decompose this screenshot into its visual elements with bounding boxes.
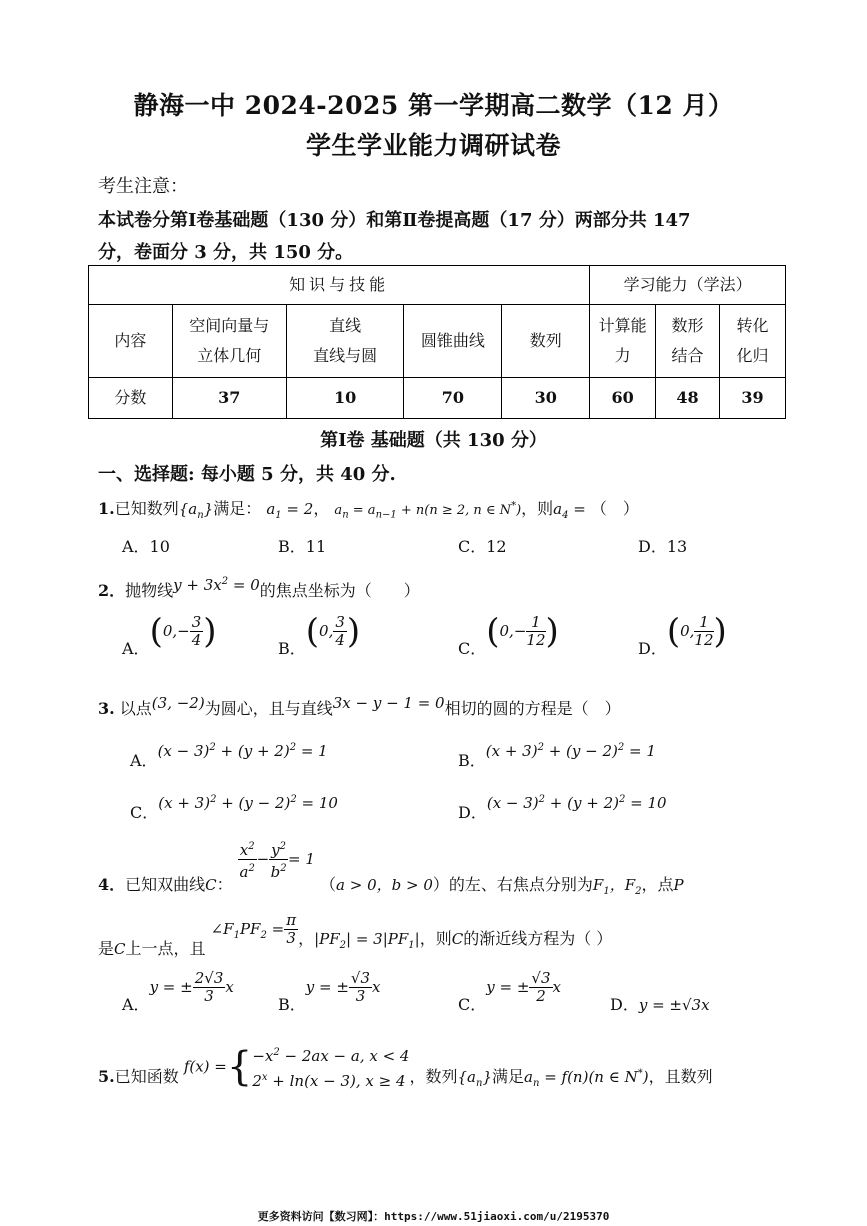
table-score-cell: 48 — [656, 378, 720, 419]
q1-option-a: A．10 — [122, 537, 170, 556]
footer-link[interactable]: 更多资料访问【数习网】：https://www.51jiaoxi.com/u/2195370 — [257, 1210, 610, 1223]
q3-option-b: B．$(x + 3)^2 + (y - 2)^2 = 1$ — [458, 742, 656, 770]
table-header-cell: 数形 结合 — [656, 305, 720, 378]
table-score-cell: 37 — [172, 378, 286, 419]
section-title: 第Ⅰ卷 基础题（共 130 分） — [320, 430, 547, 451]
score-table — [88, 265, 786, 419]
notice-line-1: 本试卷分第Ⅰ卷基础题（130 分）和第Ⅱ卷提高题（17 分）两部分共 147 — [98, 210, 691, 231]
table-score-cell: 70 — [404, 378, 502, 419]
exam-subtitle: 学生学业能力调研试卷 — [305, 131, 561, 160]
q1-option-d: D．13 — [638, 537, 688, 556]
q3-option-d: D．$(x - 3)^2 + (y + 2)^2 = 10$ — [458, 794, 667, 822]
q4-option-c: C．y = ± $\frac{√3}{2}$ x — [458, 969, 561, 1014]
q3-option-c: C．$(x + 3)^2 + (y - 2)^2 = 10$ — [130, 794, 338, 822]
q1-option-b: B．11 — [278, 537, 327, 556]
table-score-cell: 30 — [502, 378, 590, 419]
part-heading: 一、选择题: 每小题 5 分，共 40 分. — [98, 464, 396, 485]
table-row-label-content: 内容 — [89, 305, 173, 378]
q2-option-b: B．(0, $\frac{3}{4}$ ) — [278, 611, 361, 658]
table-header-cell: 空间向量与 立体几何 — [172, 305, 286, 378]
question-3: 3. 以点(3, −2)为圆心，且与直线3x − y − 1 = 0相切的圆的方程是（ ） — [98, 694, 621, 718]
q2-option-c: C．(0,− $\frac{1}{12}$ ) — [458, 611, 559, 658]
question-4-line-2: 是C上一点，且 $\angle F_1PF_2$ = $\frac{\pi}{3}$ ，$|PF_2| = 3|PF_1|$，则C的渐近线方程为（ ） — [98, 911, 613, 958]
table-score-cell: 60 — [590, 378, 656, 419]
table-score-cell: 39 — [720, 378, 786, 419]
table-header-cell: 转化 化归 — [720, 305, 786, 378]
table-group-knowledge: 知识与技能 — [89, 266, 590, 305]
q2-option-d: D．(0, $\frac{1}{12}$ ) — [638, 611, 727, 658]
q4-option-b: B．y = ± $\frac{√3}{3}$ x — [278, 969, 381, 1014]
q3-option-a: A．$(x - 3)^2 + (y + 2)^2 = 1$ — [130, 742, 328, 770]
question-1: 1.已知数列$\{a_n\}$满足： $a_1 = 2$， $a_n = a_{n-1} + n(n \ge 2$, n ∈ N*)，则$a_4$ = （ ） — [98, 499, 639, 521]
question-4-line-1: 4．已知双曲线C： $\frac{x^2}{a^2}$ − $\frac{y^2}{b^2}$ = 1 （a > 0，b > 0）的左、右焦点分别为$F_1$，$F_2$，点P — [98, 838, 684, 881]
question-2: 2．抛物线$y + 3x^2 = 0$的焦点坐标为（ ） — [98, 576, 420, 600]
notice-line-2: 分，卷面分 3 分，共 150 分。 — [98, 242, 354, 263]
q1-option-c: C．12 — [458, 537, 507, 556]
table-score-cell: 10 — [286, 378, 404, 419]
table-row-label-score: 分数 — [89, 378, 173, 419]
table-header-cell: 直线 直线与圆 — [286, 305, 404, 378]
notice-heading: 考生注意： — [98, 176, 188, 197]
table-header-cell: 计算能 力 — [590, 305, 656, 378]
question-5: 5.已知函数 $f(x) =\{-x^2 - 2ax - a$, x < 4 $2^x + \ln(x - 3)$, x ≥ 4 ，数列$\{a_n\}$满足$a_n = f(n)(n$ ∈ N*)，且数列 — [98, 1044, 713, 1090]
table-group-ability: 学习能力（学法） — [590, 266, 786, 305]
table-header-cell: 圆锥曲线 — [404, 305, 502, 378]
table-header-cell: 数列 — [502, 305, 590, 378]
q4-option-d: D．y = ±√3x — [610, 995, 710, 1014]
exam-title: 静海一中 2024-2025 第一学期高二数学（12 月） — [133, 91, 734, 120]
q2-option-a: A．(0,− $\frac{3}{4}$ ) — [122, 611, 217, 658]
q4-option-a: A．y = ± $\frac{2√3}{3}$ x — [122, 969, 234, 1014]
